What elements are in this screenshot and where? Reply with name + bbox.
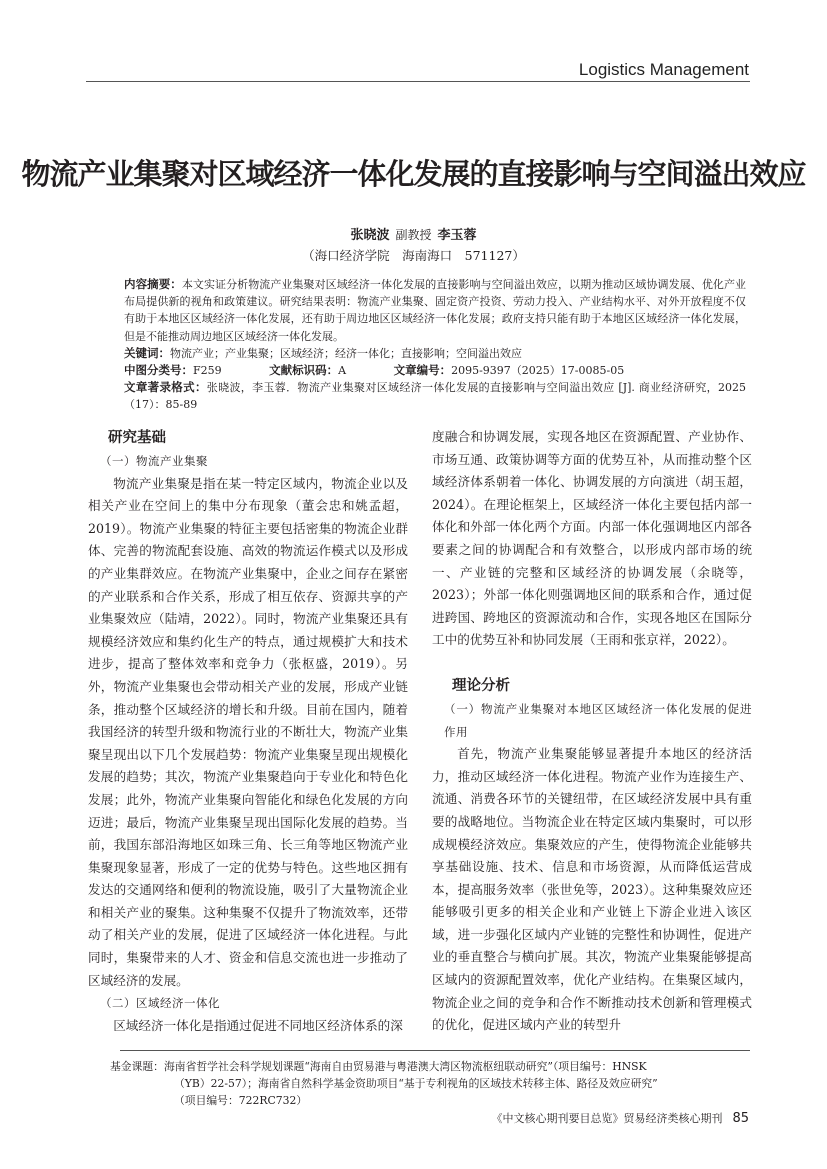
page-footer	[491, 1110, 749, 1126]
funding-label: 基金课题：	[110, 1060, 164, 1073]
funding-line: （项目编号：722RC732）	[174, 1094, 308, 1107]
section-heading: 研究基础	[108, 430, 166, 446]
abstract-block	[124, 276, 746, 414]
clc-value: F259	[193, 364, 222, 378]
author-name: 张晓波	[350, 228, 390, 243]
paragraph: 度融合和协调发展，实现各地区在资源配置、产业协作、市场互通、政策协调等方面的优势互补，从而推动整个区域经济体系朝着一体化、协调发展的方向演进（胡玉超，2024）。在理论框架上，区域经济一体化主要包括内部一体化和外部一体化两个方面。内部一体化强调地区内部各要素之间的协调配合和有效整合，以形成内部市场的统一、产业链的完整和区域经济的协调发展（余晓等，2023）；外部一体化则强调地区间的联系和合作，通过促进跨国、跨地区的资源流动和合作，实现各地区在国际分工中的优势互补和协同发展（王雨和张京祥，2022）。	[432, 429, 752, 648]
article-title: 物流产业集聚对区域经济一体化发展的直接影响与空间溢出效应	[21, 157, 806, 191]
doc-code-value: A	[338, 364, 347, 378]
paragraph: 物流产业集聚是指在某一特定区域内，物流企业以及相关产业在空间上的集中分布现象（董会忠和姚孟超，2019）。物流产业集聚的特征主要包括密集的物流企业群体、完善的物流配套设施、高效的物流运作模式以及形成的产业集群效应。在物流产业集聚中，企业之间存在紧密的产业联系和合作关系，形成了相互依存、资源共享的产业集聚效应（陆靖，2022）。同时，物流产业集聚还具有规模经济效应和集约化生产的特点，通过规模扩大和技术进步，提高了整体效率和竞争力（张枢盛，2019）。另外，物流产业集聚也会带动相关产业的发展，形成产业链条，推动整个区域经济的增长和升级。目前在国内，随着我国经济的转型升级和物流行业的不断壮大，物流产业集聚呈现出以下几个发展趋势：物流产业集聚呈现出规模化发展的趋势；其次，物流产业集聚趋向于专业化和特色化发展；此外，物流产业集聚向智能化和绿色化发展的方向迈进；最后，物流产业集聚呈现出国际化发展的趋势。当前，我国东部沿海地区如珠三角、长三角等地区物流产业集聚现象显著，形成了一定的优势与特色。这些地区拥有发达的交通网络和便利的物流设施，吸引了大量物流企业和相关产业的聚集。这种集聚不仅提升了物流效率，还带动了相关产业的发展，促进了区域经济一体化进程。与此同时，集聚带来的人才、资金和信息交流也进一步推动了区域经济的发展。	[88, 475, 408, 988]
page-number: 85	[732, 1111, 749, 1126]
subsection-heading: （一）物流产业集聚对本地区区域经济一体化发展的促进作用	[444, 701, 752, 739]
right-column	[432, 426, 752, 1037]
classification-row	[124, 362, 746, 379]
footnote-rule	[120, 1050, 750, 1051]
journal-section-name: Logistics Management	[578, 60, 749, 79]
keywords	[124, 345, 746, 362]
citation	[124, 379, 746, 413]
subsection-heading: （二）区域经济一体化	[100, 996, 220, 1011]
article-no-value: 2095-9397（2025）17-0085-05	[451, 364, 625, 378]
abstract-text: 本文实证分析物流产业集聚对区域经济一体化发展的直接影响与空间溢出效应，以期为推动区域协调发展、优化产业布局提供新的视角和政策建议。研究结果表明：物流产业集聚、固定资产投资、劳动力投入、产业结构水平、对外开放程度不仅有助于本地区区域经济一体化发展，还有助于周边地区区域经济一体化发展；政府支持只能有助于本地区区域经济一体化发展，但是不能推动周边地区区域经济一体化发展。	[124, 278, 747, 343]
author-line	[0, 224, 827, 243]
header-rule	[86, 81, 750, 82]
paragraph: 区域经济一体化是指通过促进不同地区经济体系的深	[113, 1017, 403, 1033]
keywords-label: 关键词：	[124, 345, 170, 360]
section-heading: 理论分析	[452, 677, 510, 694]
author-name: 李玉蓉	[437, 228, 477, 243]
citation-label: 文章著录格式：	[124, 380, 207, 395]
keywords-text: 物流产业；产业集聚；区域经济；经济一体化；直接影响；空间溢出效应	[170, 346, 522, 360]
affiliation: （海口经济学院 海南海口 571127）	[302, 248, 525, 263]
subsection-heading: （一）物流产业集聚	[100, 454, 208, 468]
doc-code-label: 文献标识码：	[269, 363, 339, 378]
citation-text: 张晓波，李玉蓉．物流产业集聚对区域经济一体化发展的直接影响与空间溢出效应 [J]. 商业经济研究，2025（17）：85-89	[124, 381, 746, 412]
abstract-label: 内容摘要：	[124, 277, 182, 291]
clc-label: 中图分类号：	[124, 363, 193, 378]
left-column	[88, 426, 408, 1037]
funding-line: （YB）22-57）；海南省自然科学基金资助项目“基于专利视角的区域技术转移主体、路径及效应研究”	[174, 1077, 658, 1090]
author-role: 副教授	[395, 228, 432, 242]
article-no-label: 文章编号：	[393, 363, 452, 378]
funding-note	[110, 1058, 750, 1109]
funding-line: 海南省哲学社会科学规划课题“海南自由贸易港与粤港澳大湾区物流枢纽联动研究”（项目编号：HNSK	[163, 1060, 647, 1073]
footer-text: 《中文核心期刊要目总览》贸易经济类核心期刊	[491, 1112, 723, 1125]
abstract	[124, 276, 746, 345]
paragraph: 首先，物流产业集聚能够显著提升本地区的经济活力，推动区域经济一体化进程。物流产业作为连接生产、流通、消费各环节的关键纽带，在区域经济发展中具有重要的战略地位。当物流企业在特定区域内集聚时，可以形成规模经济效应。集聚效应的产生，使得物流企业能够共享基础设施、技术、信息和市场资源，从而降低运营成本，提高服务效率（张世免等，2023）。这种集聚效应还能够吸引更多的相关企业和产业链上下游企业进入该区域，进一步强化区域内产业链的完整性和协调性，促进产业的垂直整合与横向扩展。其次，物流产业集聚能够提高区域内的资源配置效率，优化产业结构。在集聚区域内，物流企业之间的竞争和合作不断推动技术创新和管理模式的优化，促进区域内产业的转型升	[432, 746, 752, 1033]
